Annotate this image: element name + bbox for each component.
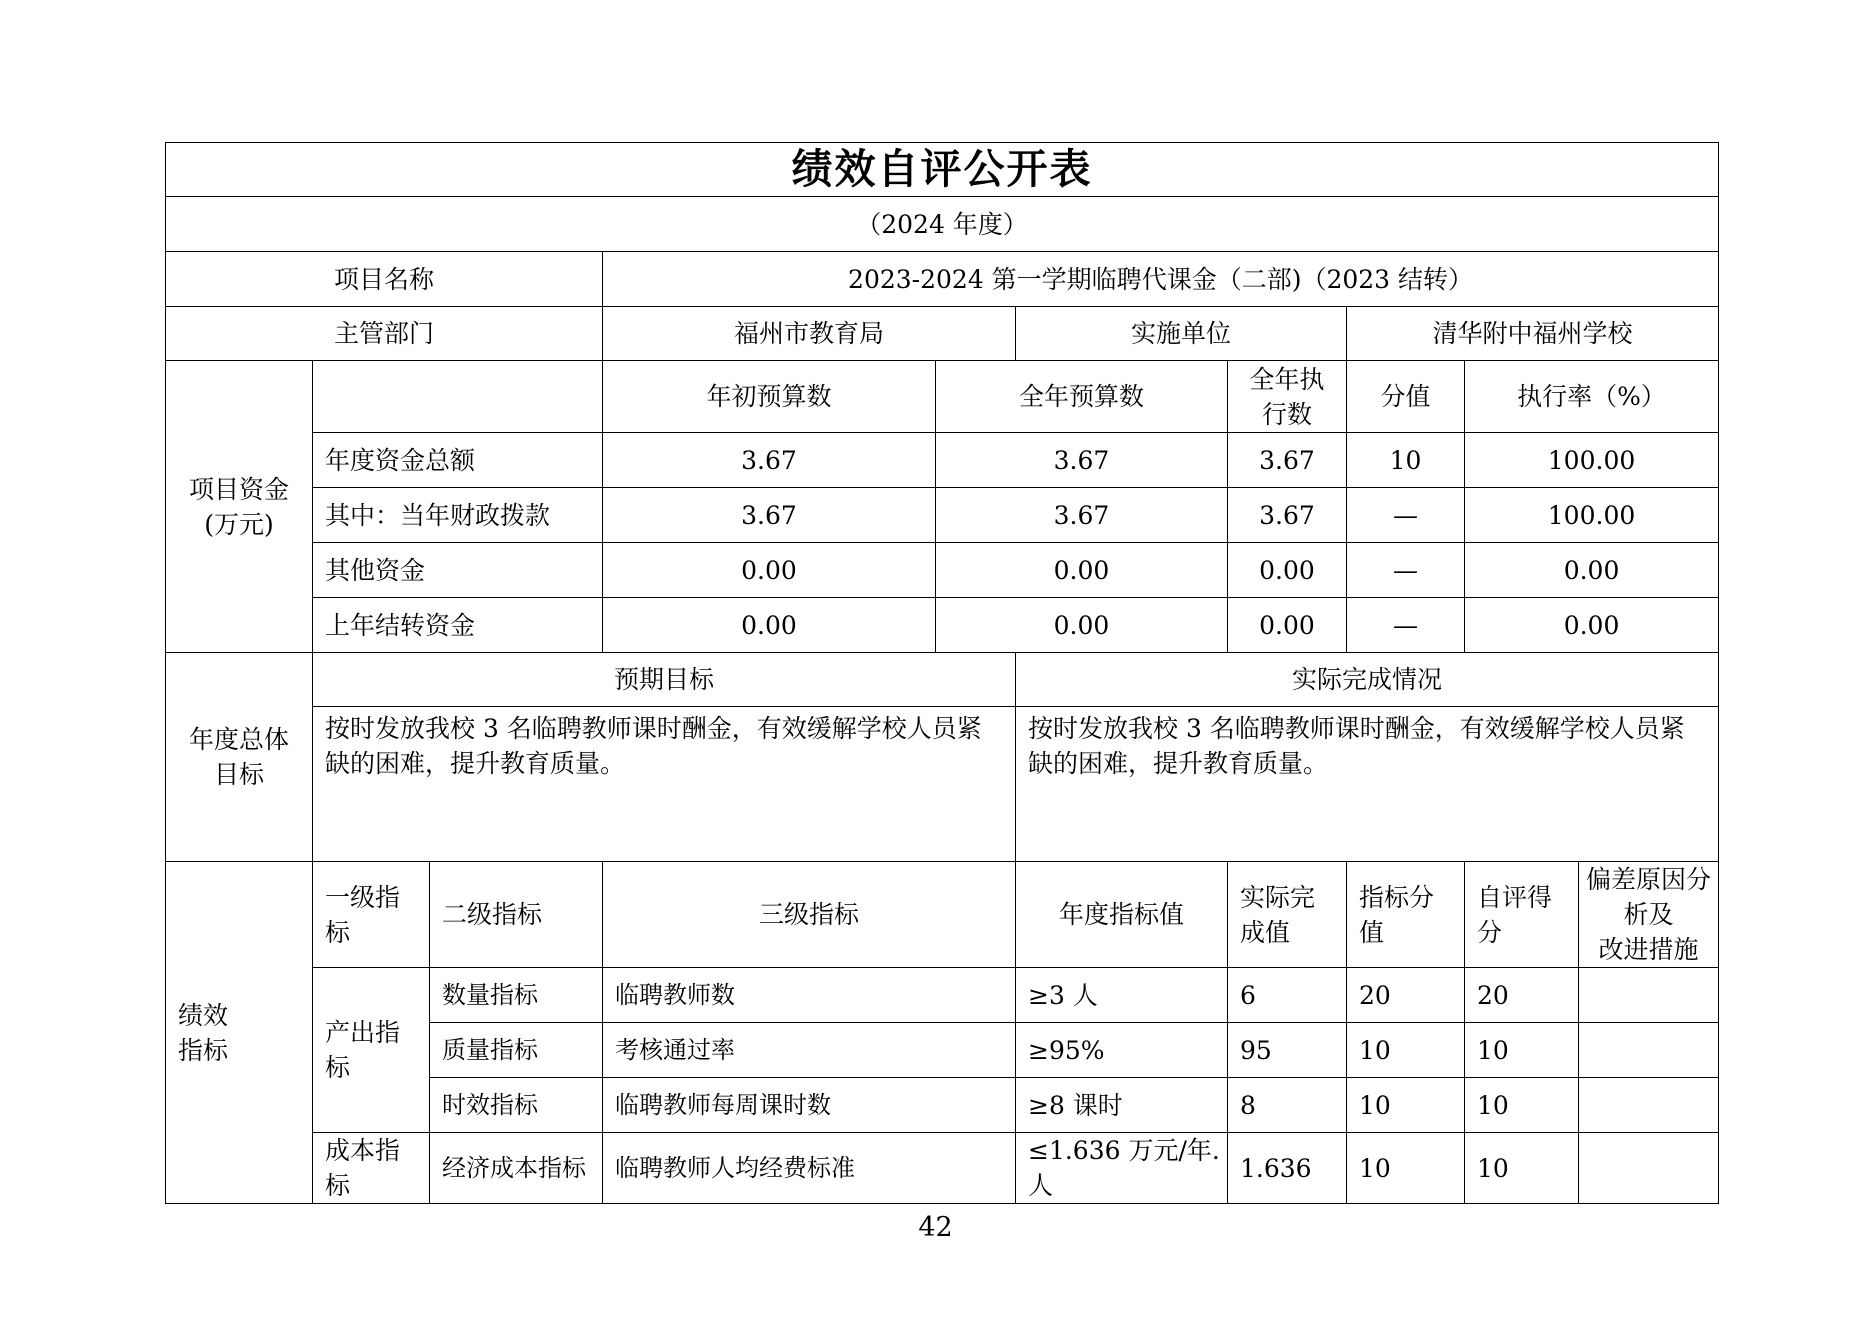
- funds-row-executed: 0.00: [1228, 598, 1347, 653]
- funds-row: [166, 488, 1719, 543]
- ind-header-level2: 二级指标: [430, 862, 603, 968]
- ind-row-score: 10: [1465, 1133, 1579, 1204]
- funds-row-name: 其中：当年财政拨款: [313, 488, 603, 543]
- ind-row-weight: 10: [1347, 1023, 1465, 1078]
- funds-row-rate: 100.00: [1465, 433, 1719, 488]
- ind-row-weight: 20: [1347, 968, 1465, 1023]
- funds-row-rate: 100.00: [1465, 488, 1719, 543]
- indicator-row: [166, 968, 1719, 1023]
- funds-row-initial: 0.00: [603, 543, 936, 598]
- ind-row-level3: 临聘教师数: [603, 968, 1016, 1023]
- ind-header-actual: 实际完 成值: [1228, 862, 1347, 968]
- ind-row-actual: 6: [1228, 968, 1347, 1023]
- funds-row-executed: 3.67: [1228, 433, 1347, 488]
- ind-row-score: 10: [1465, 1023, 1579, 1078]
- indicator-row: [166, 1133, 1719, 1204]
- expected-goal-label: 预期目标: [313, 653, 1016, 707]
- expected-goal-text: 按时发放我校 3 名临聘教师课时酬金，有效缓解学校人员紧缺的困难，提升教育质量。: [313, 707, 1016, 862]
- funds-header-annual: 全年预算数: [936, 361, 1228, 433]
- funds-row-score-value: 10: [1347, 433, 1465, 488]
- ind-row-target: ≥8 课时: [1016, 1078, 1228, 1133]
- funds-row-score-value: —: [1347, 598, 1465, 653]
- funds-row-score-value: —: [1347, 543, 1465, 598]
- ind-row-target: ≤1.636 万元/年. 人: [1016, 1133, 1228, 1204]
- funds-header-initial: 年初预算数: [603, 361, 936, 433]
- ind-row-score: 10: [1465, 1078, 1579, 1133]
- ind-row-level3: 临聘教师每周课时数: [603, 1078, 1016, 1133]
- ind-row-note: [1579, 1023, 1719, 1078]
- dept-value: 福州市教育局: [603, 307, 1016, 361]
- year-label: （2024 年度）: [166, 197, 1719, 252]
- ind-row-target: ≥3 人: [1016, 968, 1228, 1023]
- funds-row-score-value: —: [1347, 488, 1465, 543]
- project-name-value: 2023-2024 第一学期临聘代课金（二部)（2023 结转）: [603, 252, 1719, 307]
- funds-row: [166, 543, 1719, 598]
- ind-row-level2: 经济成本指标: [430, 1133, 603, 1204]
- output-indicator-label: 产出指 标: [313, 968, 430, 1133]
- ind-row-actual: 1.636: [1228, 1133, 1347, 1204]
- funds-row-name: 其他资金: [313, 543, 603, 598]
- unit-label: 实施单位: [1016, 307, 1347, 361]
- funds-row-name: 上年结转资金: [313, 598, 603, 653]
- ind-header-weight: 指标分 值: [1347, 862, 1465, 968]
- ind-row-actual: 95: [1228, 1023, 1347, 1078]
- funds-row-initial: 3.67: [603, 433, 936, 488]
- funds-row-rate: 0.00: [1465, 598, 1719, 653]
- ind-row-level2: 时效指标: [430, 1078, 603, 1133]
- ind-row-note: [1579, 1133, 1719, 1204]
- ind-header-note: 偏差原因分析及 改进措施: [1579, 862, 1719, 968]
- funds-header-score-value: 分值: [1347, 361, 1465, 433]
- ind-row-level2: 质量指标: [430, 1023, 603, 1078]
- funds-row-executed: 3.67: [1228, 488, 1347, 543]
- ind-row-weight: 10: [1347, 1133, 1465, 1204]
- ind-row-weight: 10: [1347, 1078, 1465, 1133]
- project-name-label: 项目名称: [166, 252, 603, 307]
- funds-row: [166, 433, 1719, 488]
- funds-label: 项目资金 (万元): [166, 361, 313, 653]
- funds-row-name: 年度资金总额: [313, 433, 603, 488]
- table-title: 绩效自评公开表: [166, 143, 1719, 197]
- funds-row-rate: 0.00: [1465, 543, 1719, 598]
- cost-indicator-label: 成本指 标: [313, 1133, 430, 1204]
- ind-row-note: [1579, 968, 1719, 1023]
- indicators-label: 绩效 指标: [166, 862, 313, 1204]
- ind-header-level3: 三级指标: [603, 862, 1016, 968]
- page-number: 42: [918, 1212, 953, 1243]
- funds-row-annual: 3.67: [936, 488, 1228, 543]
- ind-header-target: 年度指标值: [1016, 862, 1228, 968]
- ind-row-level2: 数量指标: [430, 968, 603, 1023]
- dept-label: 主管部门: [166, 307, 603, 361]
- funds-row: [166, 598, 1719, 653]
- funds-row-annual: 0.00: [936, 598, 1228, 653]
- unit-value: 清华附中福州学校: [1347, 307, 1719, 361]
- performance-table: [165, 142, 1719, 1204]
- ind-row-score: 20: [1465, 968, 1579, 1023]
- funds-header-rate: 执行率（%）: [1465, 361, 1719, 433]
- ind-row-target: ≥95%: [1016, 1023, 1228, 1078]
- ind-row-level3: 临聘教师人均经费标准: [603, 1133, 1016, 1204]
- funds-row-executed: 0.00: [1228, 543, 1347, 598]
- actual-result-text: 按时发放我校 3 名临聘教师课时酬金，有效缓解学校人员紧缺的困难，提升教育质量。: [1016, 707, 1719, 862]
- funds-row-initial: 0.00: [603, 598, 936, 653]
- funds-row-annual: 0.00: [936, 543, 1228, 598]
- funds-header-executed: 全年执 行数: [1228, 361, 1347, 433]
- ind-row-note: [1579, 1078, 1719, 1133]
- funds-row-initial: 3.67: [603, 488, 936, 543]
- goals-label: 年度总体 目标: [166, 653, 313, 862]
- funds-row-annual: 3.67: [936, 433, 1228, 488]
- ind-row-actual: 8: [1228, 1078, 1347, 1133]
- funds-header-blank: [313, 361, 603, 433]
- ind-row-level3: 考核通过率: [603, 1023, 1016, 1078]
- actual-result-label: 实际完成情况: [1016, 653, 1719, 707]
- ind-header-level1: 一级指 标: [313, 862, 430, 968]
- ind-header-score: 自评得 分: [1465, 862, 1579, 968]
